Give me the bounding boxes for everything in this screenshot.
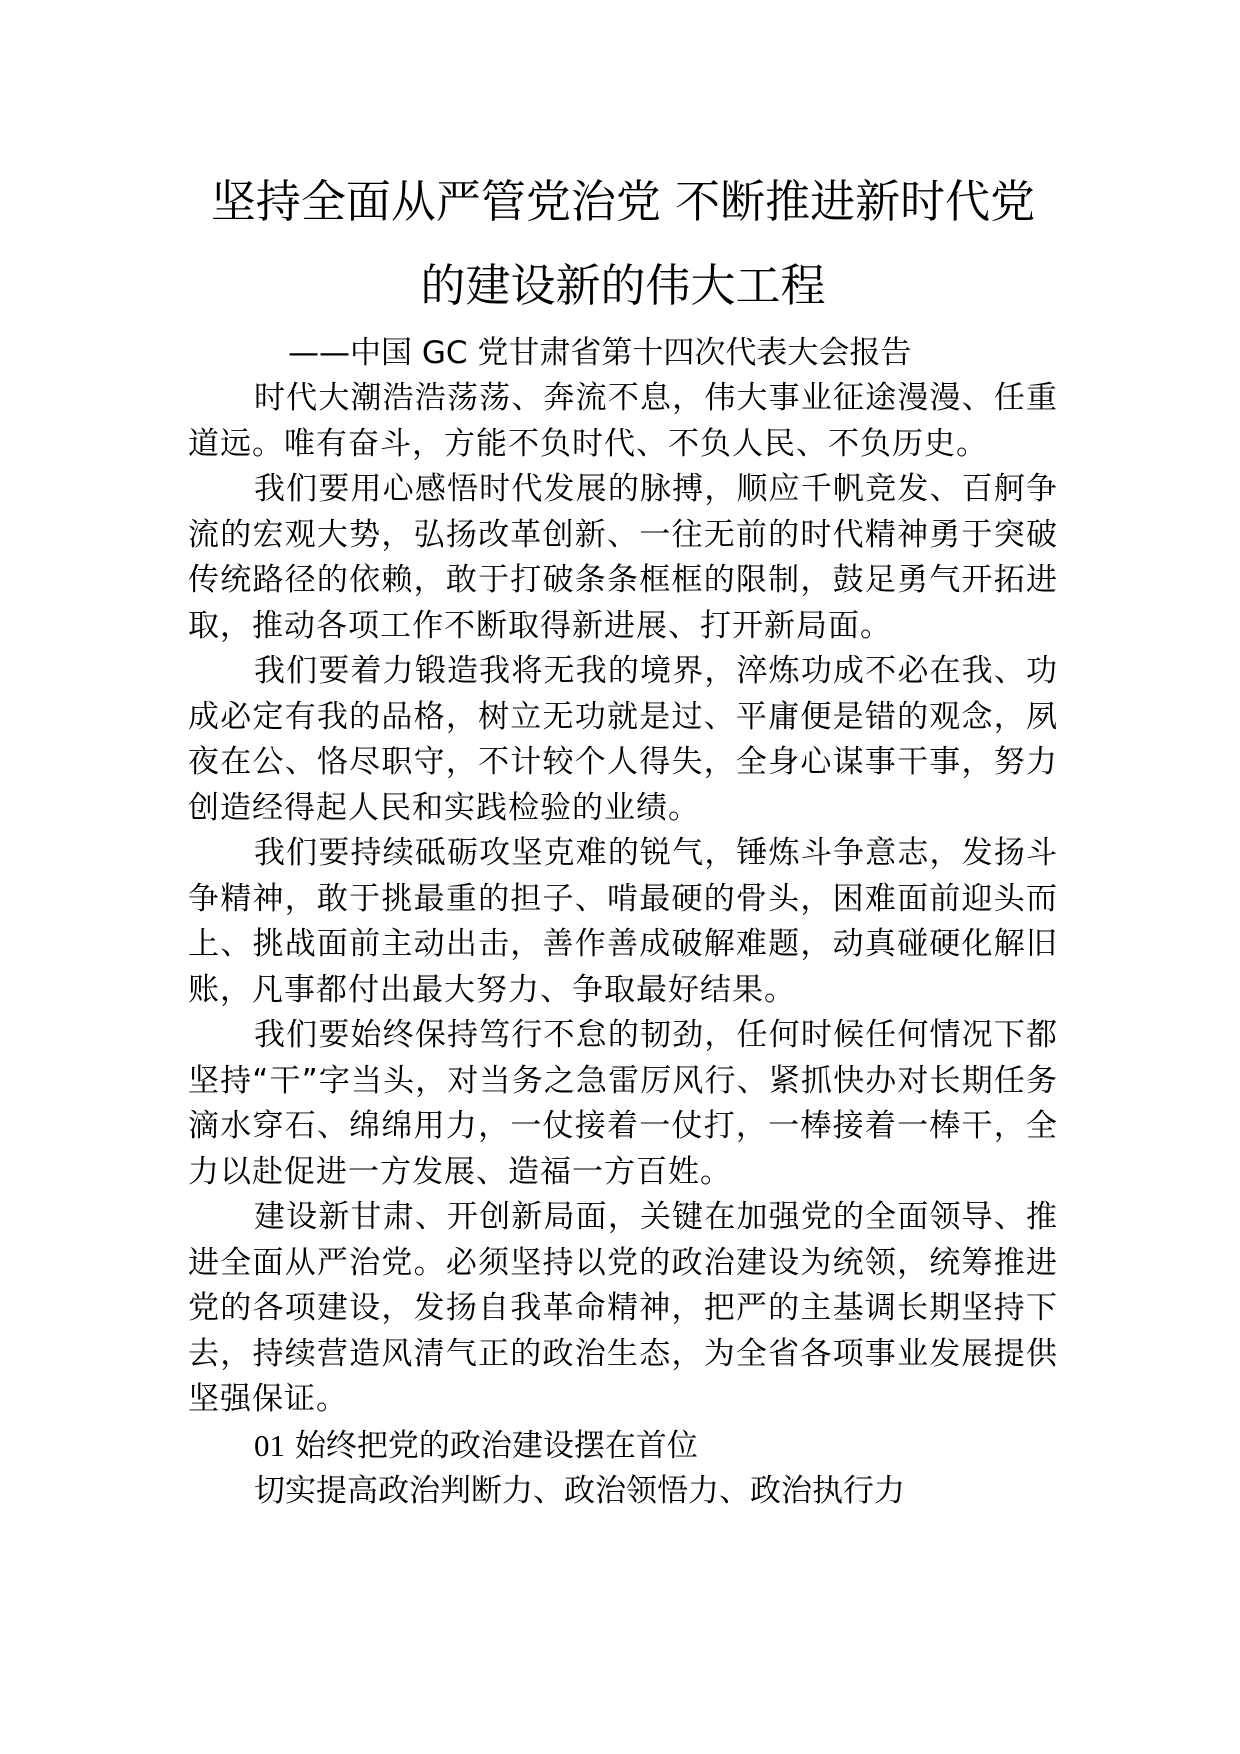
paragraph: 我们要持续砥砺攻坚克难的锐气，锤炼斗争意志，发扬斗争精神，敢于挑最重的担子、啃最硬的骨头，困难面前迎头而上、挑战面前主动出击，善作善成破解难题，动真碰硬化解旧账，凡事都付出最大努力、争取最好结果。 [188,835,1058,1008]
paragraph: 建设新甘肃、开创新局面，关键在加强党的全面领导、推进全面从严治党。必须坚持以党的政治建设为统领，统筹推进党的各项建设，发扬自我革命精神，把严的主基调长期坚持下去，持续营造风清气正的政治生态，为全省各项事业发展提供坚强保证。 [188,1199,1058,1417]
paragraph: 我们要用心感悟时代发展的脉搏，顺应千帆竞发、百舸争流的宏观大势，弘扬改革创新、一往无前的时代精神勇于突破传统路径的依赖，敢于打破条条框框的限制，鼓足勇气开拓进取，推动各项工作不断取得新进展、打开新局面。 [188,471,1058,644]
section-heading [188,1423,1058,1470]
section-number: 01 [254,1427,285,1463]
title-line-1: 坚持全面从严管党治党 不断推进新时代党 [210,175,1036,228]
paragraph: 时代大潮浩浩荡荡、奔流不息，伟大事业征途漫漫、任重道远。唯有奋斗，方能不负时代、不负人民、不负历史。 [188,380,1058,462]
paragraph-partial: 切实提高政治判断力、政治领悟力、政治执行力 [254,1473,905,1509]
section-title: 始终把党的政治建设摆在首位 [294,1427,698,1464]
paragraph: 我们要始终保持笃行不怠的韧劲，任何时候任何情况下都坚持“干”字当头，对当务之急雷厉风行、紧抓快办对长期任务滴水穿石、绵绵用力，一仗接着一仗打，一棒接着一棒干，全力以赴促进一方发展、造福一方百姓。 [188,1017,1058,1190]
title-line-2: 的建设新的伟大工程 [420,259,826,312]
paragraph: 我们要着力锻造我将无我的境界，淬炼功成不必在我、功成必定有我的品格，树立无功就是过、平庸便是错的观念，夙夜在公、恪尽职守，不计较个人得失，全身心谋事干事，努力创造经得起人民和实践检验的业绩。 [188,653,1058,826]
document-page [188,160,1058,1515]
document-subtitle: ——中国 GC 党甘肃省第十四次代表大会报告 [288,335,912,371]
document-title [188,160,1058,328]
